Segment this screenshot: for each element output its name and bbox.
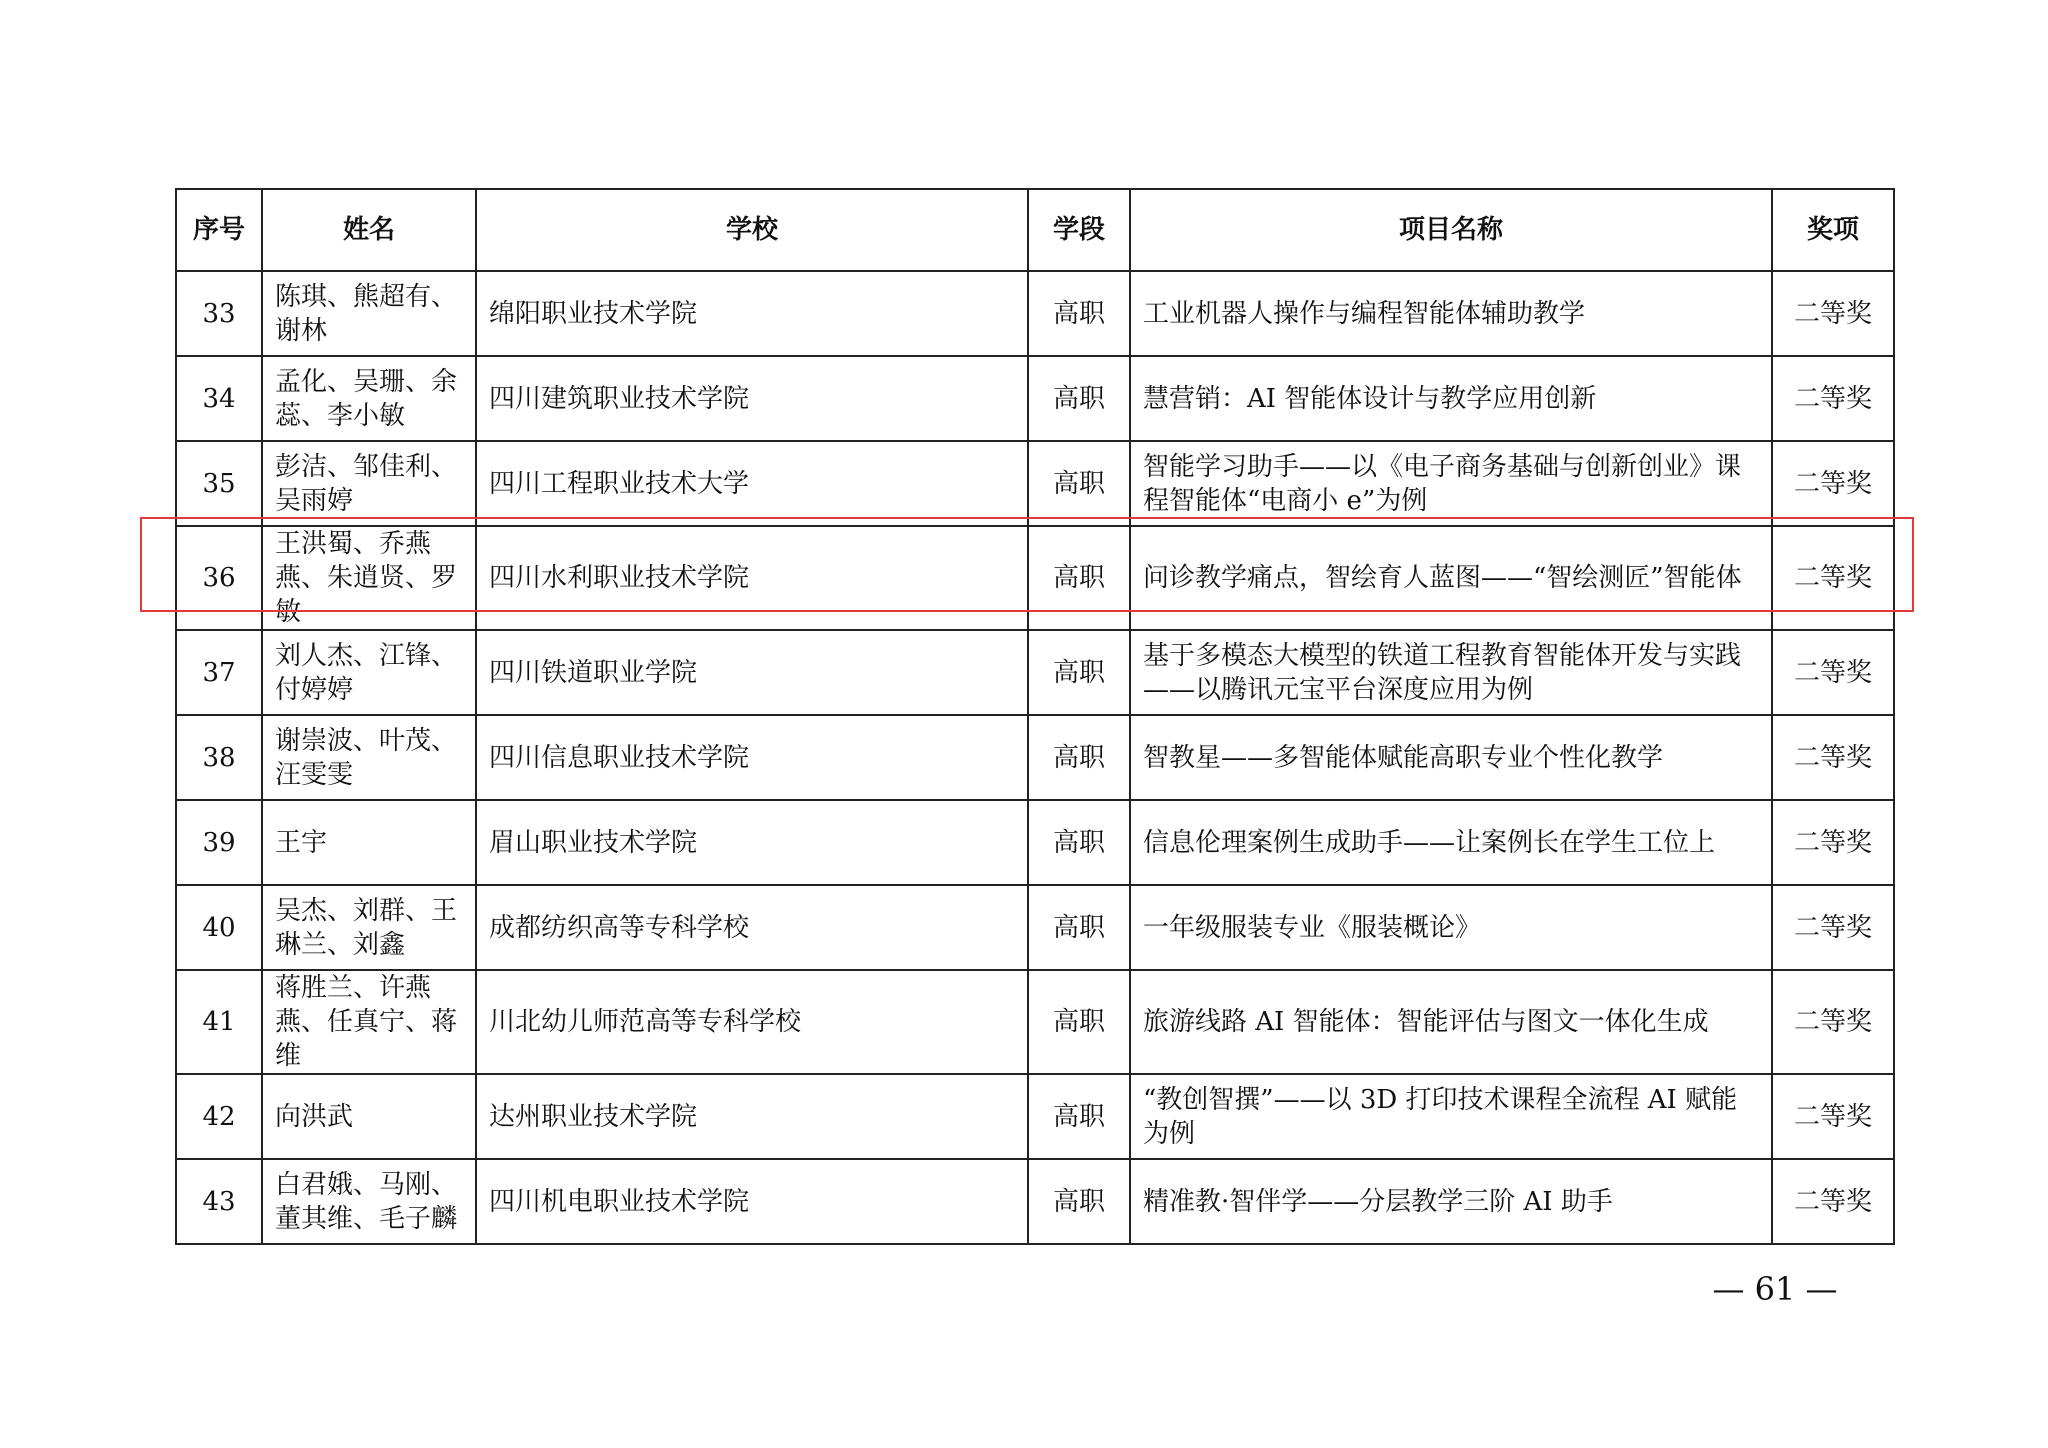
row-names: 刘人杰、江锋、付婷婷 [262,630,476,715]
row-award: 二等奖 [1772,441,1894,526]
row-names: 王洪蜀、乔燕燕、朱逍贤、罗敏 [262,526,476,630]
row-project: 旅游线路 AI 智能体：智能评估与图文一体化生成 [1130,970,1772,1074]
row-stage: 高职 [1028,356,1130,441]
table-row [176,441,1894,526]
header-stage: 学段 [1028,189,1130,271]
table-header-row [176,189,1894,271]
row-number: 37 [176,630,262,715]
row-number: 43 [176,1159,262,1244]
row-school: 四川信息职业技术学院 [476,715,1028,800]
row-stage: 高职 [1028,271,1130,356]
row-project: “教创智撰”——以 3D 打印技术课程全流程 AI 赋能为例 [1130,1074,1772,1159]
row-names: 谢崇波、叶茂、汪雯雯 [262,715,476,800]
row-stage: 高职 [1028,630,1130,715]
row-number: 35 [176,441,262,526]
awards-table [175,188,1895,1245]
row-stage: 高职 [1028,1074,1130,1159]
row-project: 基于多模态大模型的铁道工程教育智能体开发与实践——以腾讯元宝平台深度应用为例 [1130,630,1772,715]
row-stage: 高职 [1028,970,1130,1074]
row-names: 吴杰、刘群、王琳兰、刘鑫 [262,885,476,970]
row-project: 精准教·智伴学——分层教学三阶 AI 助手 [1130,1159,1772,1244]
table-row-highlighted [176,526,1894,630]
table-row [176,885,1894,970]
header-name: 姓名 [262,189,476,271]
header-school: 学校 [476,189,1028,271]
row-award: 二等奖 [1772,800,1894,885]
row-project: 工业机器人操作与编程智能体辅助教学 [1130,271,1772,356]
row-names: 孟化、吴珊、余蕊、李小敏 [262,356,476,441]
header-number: 序号 [176,189,262,271]
row-school: 四川工程职业技术大学 [476,441,1028,526]
row-stage: 高职 [1028,715,1130,800]
row-award: 二等奖 [1772,970,1894,1074]
table-row [176,1074,1894,1159]
table-row [176,970,1894,1074]
row-school: 绵阳职业技术学院 [476,271,1028,356]
row-names: 白君娥、马刚、董其维、毛子麟 [262,1159,476,1244]
row-number: 40 [176,885,262,970]
table-row [176,356,1894,441]
row-names: 陈琪、熊超有、谢林 [262,271,476,356]
page-number: — 61 — [1712,1270,1838,1308]
row-stage: 高职 [1028,885,1130,970]
row-project: 智教星——多智能体赋能高职专业个性化教学 [1130,715,1772,800]
row-number: 36 [176,526,262,630]
row-project: 信息伦理案例生成助手——让案例长在学生工位上 [1130,800,1772,885]
row-number: 42 [176,1074,262,1159]
row-project: 一年级服装专业《服装概论》 [1130,885,1772,970]
row-award: 二等奖 [1772,715,1894,800]
row-award: 二等奖 [1772,885,1894,970]
row-number: 38 [176,715,262,800]
row-number: 34 [176,356,262,441]
row-project: 慧营销：AI 智能体设计与教学应用创新 [1130,356,1772,441]
row-project: 智能学习助手——以《电子商务基础与创新创业》课程智能体“电商小 e”为例 [1130,441,1772,526]
table-row [176,630,1894,715]
table-row [176,1159,1894,1244]
row-school: 川北幼儿师范高等专科学校 [476,970,1028,1074]
row-school: 成都纺织高等专科学校 [476,885,1028,970]
row-award: 二等奖 [1772,1074,1894,1159]
row-stage: 高职 [1028,800,1130,885]
row-names: 向洪武 [262,1074,476,1159]
row-number: 39 [176,800,262,885]
row-school: 四川水利职业技术学院 [476,526,1028,630]
row-school: 眉山职业技术学院 [476,800,1028,885]
row-school: 达州职业技术学院 [476,1074,1028,1159]
header-award: 奖项 [1772,189,1894,271]
row-project: 问诊教学痛点，智绘育人蓝图——“智绘测匠”智能体 [1130,526,1772,630]
header-project: 项目名称 [1130,189,1772,271]
table-row [176,715,1894,800]
row-stage: 高职 [1028,1159,1130,1244]
table-row [176,271,1894,356]
row-names: 王宇 [262,800,476,885]
row-award: 二等奖 [1772,526,1894,630]
row-award: 二等奖 [1772,1159,1894,1244]
row-school: 四川铁道职业学院 [476,630,1028,715]
row-award: 二等奖 [1772,356,1894,441]
table-row [176,800,1894,885]
row-names: 蒋胜兰、许燕燕、任真宁、蒋维 [262,970,476,1074]
row-names: 彭洁、邹佳利、吴雨婷 [262,441,476,526]
row-stage: 高职 [1028,526,1130,630]
row-school: 四川建筑职业技术学院 [476,356,1028,441]
row-award: 二等奖 [1772,271,1894,356]
row-stage: 高职 [1028,441,1130,526]
row-number: 33 [176,271,262,356]
row-school: 四川机电职业技术学院 [476,1159,1028,1244]
row-number: 41 [176,970,262,1074]
row-award: 二等奖 [1772,630,1894,715]
